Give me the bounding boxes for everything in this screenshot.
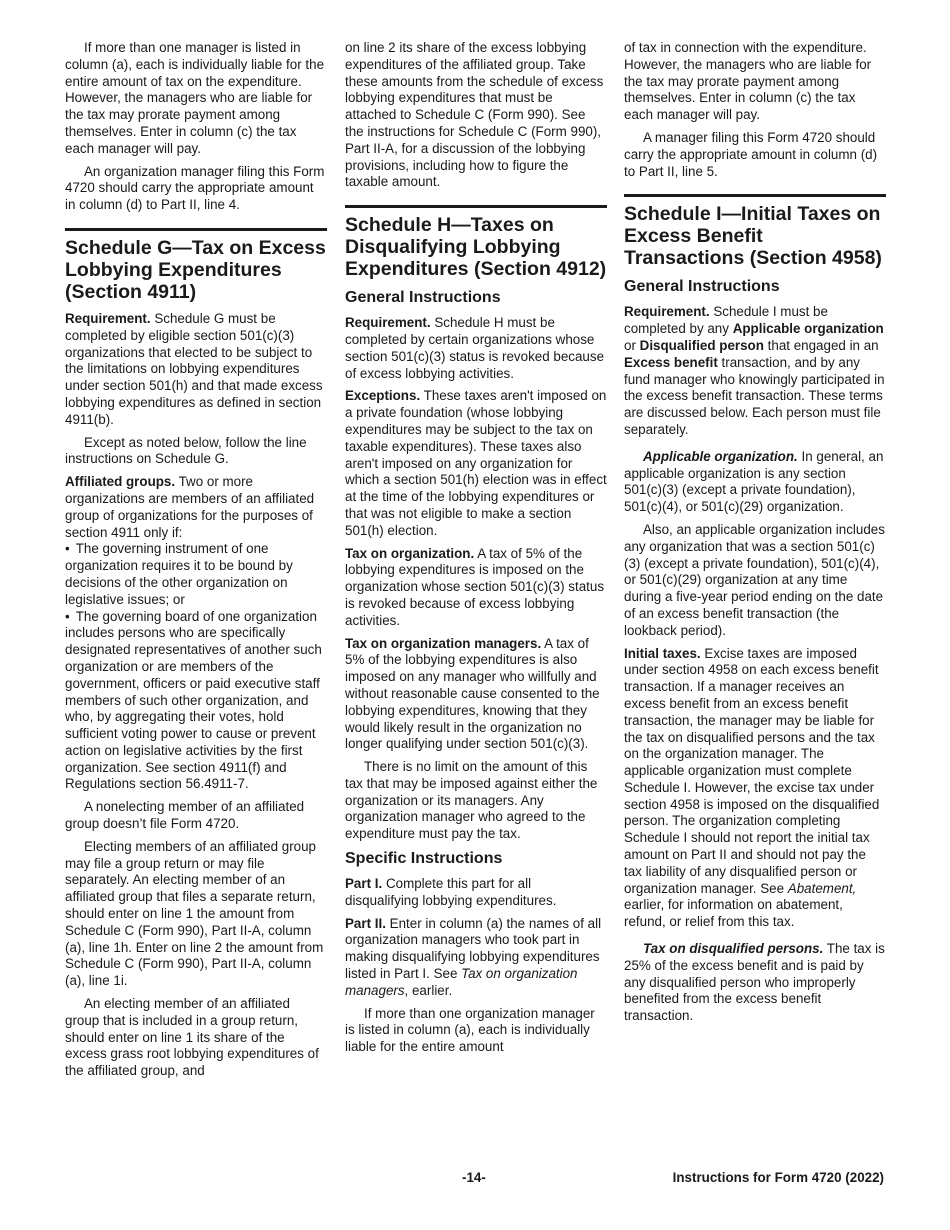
bullet-item: • The governing instrument of one organization requires it to be bound by decisions of the other organization on legislative issues; or [65,541,327,608]
section-divider [624,194,886,197]
run-in-heading: Part II. [345,915,386,931]
paragraph-text: or [624,337,636,353]
paragraph: An electing member of an affiliated group that is included in a group return, should enter on line 1 its share of the excess grass root lobbying expenditures of the affiliated group, and [65,996,319,1079]
paragraph: Except as noted below, follow the line instructions on Schedule G. [65,434,307,467]
schedule-g-heading: Schedule G—Tax on Excess Lobbying Expenditures (Section 4911) [65,236,326,303]
schedule-h-heading: Schedule H—Taxes on Disqualifying Lobbying Expenditures (Section 4912) [345,214,607,281]
run-in-heading: Part I. [345,876,383,892]
paragraph-text: Enter in column (a) the names of all organization managers who took part in making disqualifying lobbying expenditures listed in Part I. See [345,915,602,982]
bullet-item: • The governing board of one organization includes persons who are specifically designated representatives of another such organization or are members of the government, officers or paid executive staff members of such other organization, and who, by aggregating their votes, hold sufficient voting power to cause or prevent action on legislative activities by the first organization. See section 4911(f) and Regulations section 56.4911-7. [65,609,327,794]
paragraph-text: A tax of 5% of the lobbying expenditures is also imposed on any manager who willfully and without reasonable cause consented to the lobbying expenditures, knowing that they would likely result in the organization no longer qualifying under section 501(c)(3). [345,635,600,752]
form-footer-title: Instructions for Form 4720 (2022) [672,1170,884,1185]
paragraph-text: Excise taxes are imposed under section 4958 on each excess benefit transaction. If a manager receives an excess benefit from an excess benefit transaction, the manager may be liable for the tax on disqualified persons and the tax on the organization manager. The applicable organization must complete Schedule I. However, the excise tax under section 4958 is imposed on the disqualified person. The organization completing Schedule I should not report the initial tax amount on Part II and should not pay the tax liability of any disqualified person or organization manager. See [624,645,880,896]
run-in-heading: Tax on organization. [345,545,475,561]
general-instructions-heading: General Instructions [345,289,501,307]
paragraph-text: Complete this part for all disqualifying lobbying expenditures. [345,876,557,908]
run-in-heading: Tax on organization managers. [345,635,542,651]
paragraph-text: transaction, and by any fund manager who knowingly participated in the excess benefit transaction. These terms are discussed below. Each person must file separately. [624,354,885,437]
general-instructions-heading: General Instructions [624,278,780,296]
paragraph [345,315,607,382]
page-number: -14- [462,1170,486,1185]
paragraph-text: earlier, for information on abatement, refund, or relief from this tax. [624,897,843,930]
paragraph [624,941,886,1025]
section-divider [65,228,327,231]
paragraph [65,474,327,793]
paragraph-text: The tax is 25% of the excess benefit and is paid by any disqualified person who improperly benefited from the excess benefit transaction. [624,941,885,1024]
paragraph-text: Two or more organizations are members of an affiliated group of organizations for the purposes of section 4911 only if: [65,474,315,540]
specific-instructions-heading: Specific Instructions [345,850,503,868]
paragraph-text: Schedule G must be completed by eligible section 501(c)(3) organizations that elected to be subject to the limitations on lobbying expenditures under section 501(h) and that made excess lobbying expenditures as defined in section 4911(b). [65,310,323,427]
defined-term: Excess benefit [624,354,718,370]
paragraph: An organization manager filing this Form 4720 should carry the appropriate amount in column (d) to Part II, line 4. [65,163,325,213]
run-in-heading: Exceptions. [345,388,421,404]
paragraph: There is no limit on the amount of this tax that may be imposed against either the organization or its managers. Any organization manager who agreed to the expenditure must pay the tax. [345,759,598,842]
paragraph [345,916,607,1000]
paragraph: of tax in connection with the expenditure. However, the managers who are liable for the tax may prorate payment among themselves. Enter in column (c) the tax each manager will pay. [624,40,872,123]
run-in-heading: Requirement. [624,304,710,320]
paragraph-text: that engaged in an [767,337,879,353]
column-3 [624,40,886,1031]
paragraph [345,876,607,910]
paragraph [345,636,607,754]
paragraph-text: In general, an applicable organization is any section 501(c)(3) (except a private foundation), 501(c)(4), or 501(c)(29) organization. [624,448,884,515]
section-divider [345,205,607,208]
defined-term: Applicable organization [732,321,884,337]
paragraph [624,304,886,438]
paragraph: Also, an applicable organization includes any organization that was a section 501(c)(3) (except a private foundation), 501(c)(4), or 501(c)(29) organization at any time during a five-year period ending on the date of an excess benefit transaction (the lookback period). [624,521,885,638]
paragraph [345,388,607,539]
run-in-heading: Requirement. [345,315,431,331]
run-in-heading: Requirement. [65,310,151,326]
paragraph [624,646,886,932]
paragraph-text: , earlier. [404,982,453,998]
run-in-heading: Initial taxes. [624,645,701,661]
paragraph: on line 2 its share of the excess lobbying expenditures of the affiliated group. Take these amounts from the schedule of excess lobbying expenditures that must be attached to Schedule C (Form 990). See the instructions for Schedule C (Form 990), Part II-A, for a discussion of the lobbying provisions, including how to figure the taxable amount. [345,40,604,190]
cross-reference: Tax on organization managers [345,966,578,998]
run-in-heading: Affiliated groups. [65,474,176,490]
paragraph: A nonelecting member of an affiliated group doesn’t file Form 4720. [65,799,305,832]
paragraph [345,546,607,630]
paragraph [624,449,886,516]
paragraph-text: These taxes aren't imposed on a private foundation (whose lobbying expenditures may be subject to the tax on taxable expenditures). These taxes also aren't imposed on any organization for which a section 501(h) election was in effect at the time of the lobbying expenditures or that was not eligible to make a section 501(h) election. [345,388,607,538]
defined-term: Disqualified person [639,337,764,353]
paragraph-text: Schedule H must be completed by certain organizations whose section 501(c)(3) status is revoked because of excess lobbying activities. [345,315,605,381]
paragraph-text: Schedule I must be completed by any [624,304,828,337]
cross-reference: Abatement, [787,880,857,896]
run-in-heading: Applicable organization. [643,448,798,464]
column-1 [65,40,327,1086]
paragraph-text: A tax of 5% of the lobbying expenditures is imposed on the organization whose section 501(c)(3) status is revoked because of excess lobbying activities. [345,545,605,628]
column-2 [345,40,607,1062]
paragraph [65,311,327,429]
schedule-i-heading: Schedule I—Initial Taxes on Excess Benefit Transactions (Section 4958) [624,203,882,270]
run-in-heading: Tax on disqualified persons. [643,941,824,957]
paragraph: A manager filing this Form 4720 should carry the appropriate amount in column (d) to Part II, line 5. [624,129,878,179]
paragraph: Electing members of an affiliated group may file a group return or may file separately. An electing member of an affiliated group that files a separate return, should enter on line 1 the amount from Schedule C (Form 990), Part II-A, column (a), line 1h. Enter on line 2 the amount from Schedule C (Form 990), Part II-A, column (a), line 1i. [65,838,324,989]
paragraph: If more than one organization manager is listed in column (a), each is individually liable for the entire amount [345,1005,595,1055]
paragraph: If more than one manager is listed in column (a), each is individually liable for the entire amount of tax on the expenditure. However, the managers who are liable for the tax may prorate payment among themselves. Enter in column (c) the tax each manager will pay. [65,40,325,156]
